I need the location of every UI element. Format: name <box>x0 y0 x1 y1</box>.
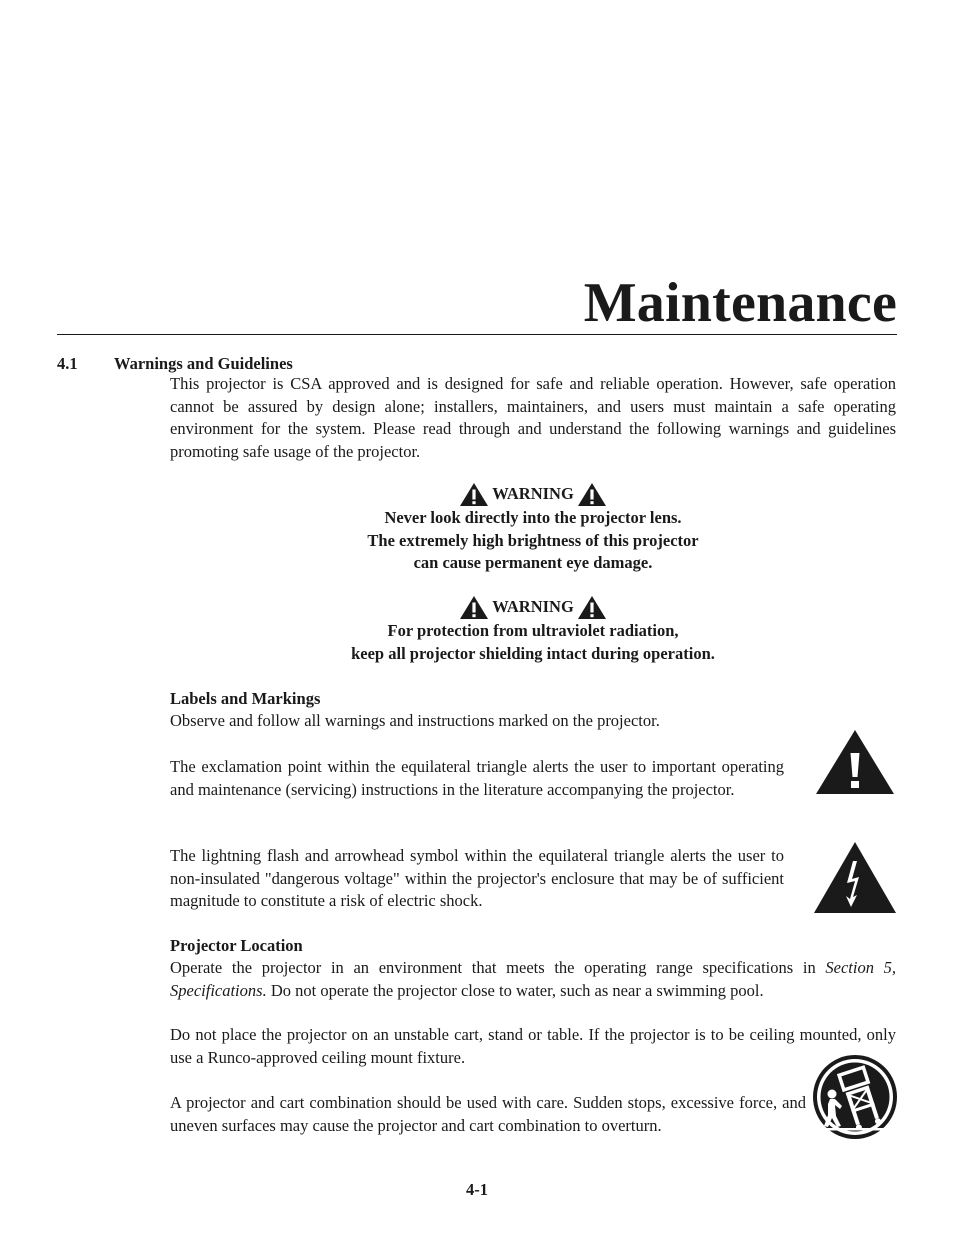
warning-box-uv <box>170 594 896 665</box>
warning-triangle-icon <box>577 482 607 507</box>
location-paragraph-1 <box>170 957 896 1002</box>
chapter-title: Maintenance <box>583 272 897 334</box>
warning-line: can cause permanent eye damage. <box>413 553 653 573</box>
warning-header <box>170 594 896 620</box>
exclamation-symbol-text: The exclamation point within the equilateral triangle alerts the user to important operating and maintenance (servicing) instructions in the literature accompanying the projector. <box>170 757 784 799</box>
section-reference: Section 5, Specifications. <box>170 958 896 1000</box>
warning-header <box>170 481 896 507</box>
lightning-triangle-icon <box>813 841 897 914</box>
warning-line: keep all projector shielding intact during operation. <box>351 643 715 663</box>
labels-markings-text: Observe and follow all warnings and instructions marked on the projector. <box>170 711 660 730</box>
section-number: 4.1 <box>57 354 78 373</box>
warning-triangle-icon <box>459 482 489 507</box>
lightning-symbol-text: The lightning flash and arrowhead symbol within the equilateral triangle alerts the user to non-insulated "dangerous voltage" within the projector's enclosure that may be of sufficient magnitude to constitute a risk of electric shock. <box>170 846 784 911</box>
location-paragraph-3: A projector and cart combination should be used with care. Sudden stops, excessive force, and uneven surfaces may cause the projector and cart combination to overturn. <box>170 1093 806 1135</box>
page-number: 4-1 <box>466 1180 488 1199</box>
warning-line: For protection from ultraviolet radiation, <box>387 621 679 640</box>
labels-markings-heading: Labels and Markings <box>170 689 321 708</box>
location-text-end: Do not operate the projector close to water, such as near a swimming pool. <box>266 980 764 1000</box>
location-text-start: Operate the projector in an environment that meets the operating range specifications in <box>170 958 826 977</box>
warning-label: WARNING <box>492 597 574 616</box>
warning-box-eye <box>170 481 896 575</box>
warning-line: Never look directly into the projector lens. <box>384 508 682 527</box>
section-title: Warnings and Guidelines <box>114 354 293 373</box>
warning-triangle-icon <box>577 595 607 620</box>
cart-tip-over-icon <box>812 1054 898 1140</box>
title-divider <box>57 334 897 335</box>
warning-triangle-icon <box>459 595 489 620</box>
exclamation-triangle-icon <box>815 729 895 795</box>
warning-line: The extremely high brightness of this projector <box>367 530 699 550</box>
warning-label: WARNING <box>492 484 574 503</box>
section-intro: This projector is CSA approved and is designed for safe and reliable operation. However, safe operation cannot be assured by design alone; installers, maintainers, and users must maintain a safe operating environment for the system. Please read through and understand the following warnings and guidelines promoting safe usage of the projector. <box>170 374 896 461</box>
projector-location-heading: Projector Location <box>170 936 303 955</box>
location-paragraph-2: Do not place the projector on an unstable cart, stand or table. If the projector is to be ceiling mounted, only use a Runco-approved ceiling mount fixture. <box>170 1025 896 1067</box>
